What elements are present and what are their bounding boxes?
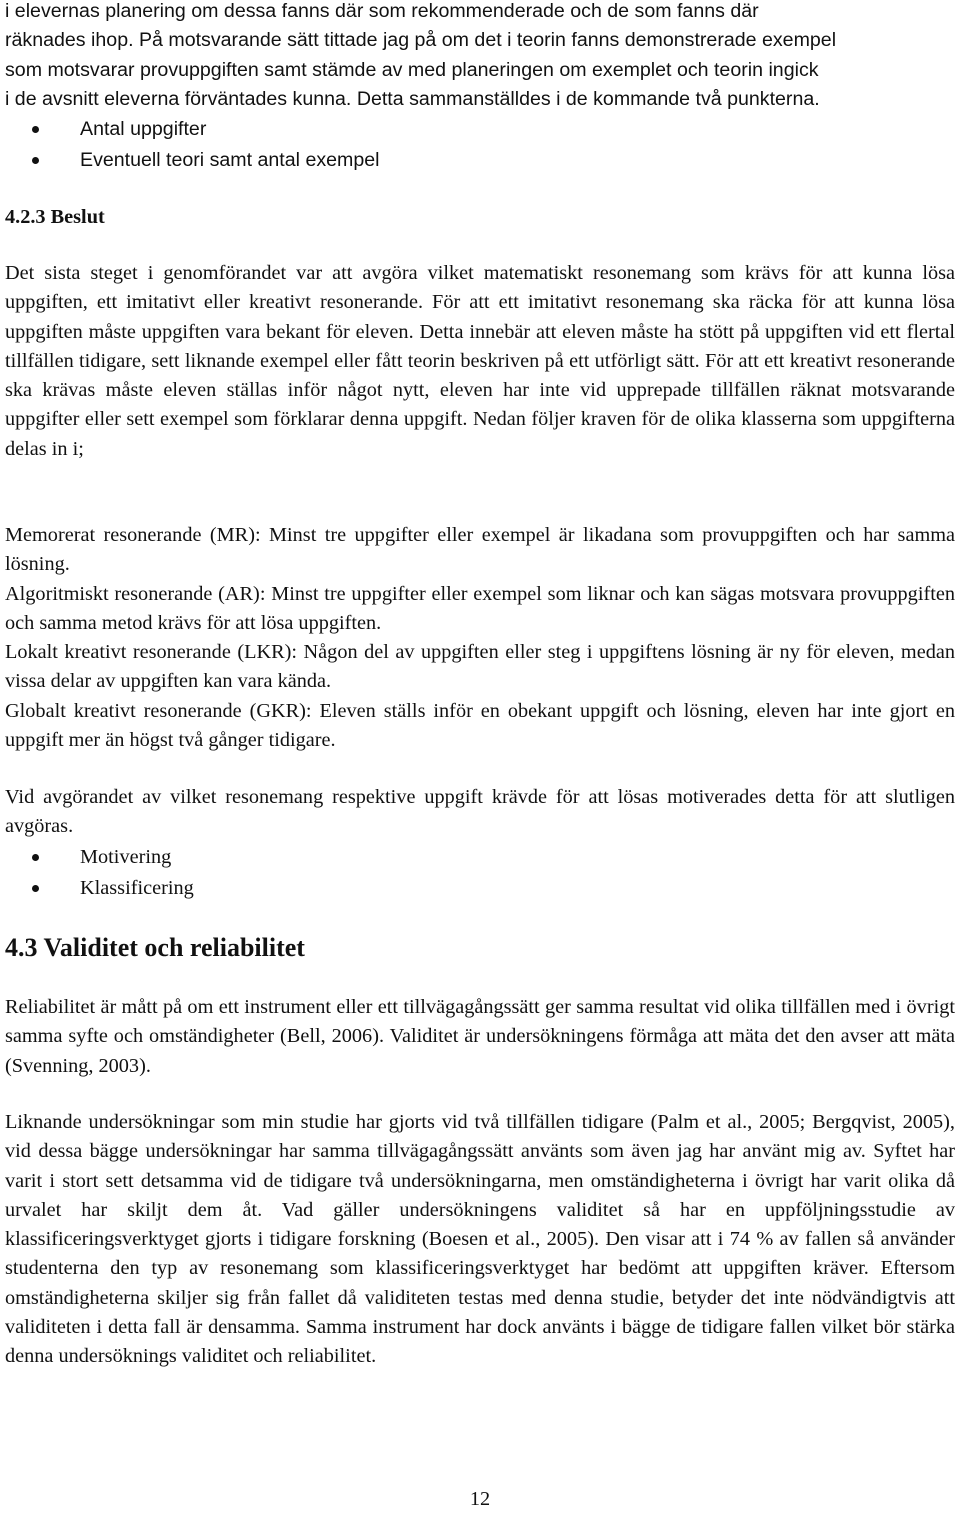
- list-item: Klassificering: [5, 873, 955, 904]
- list-item: Motivering: [5, 842, 955, 873]
- definition-term: Memorerat resonerande: [5, 524, 202, 546]
- beslut-paragraph: Det sista steget i genomförandet var att avgöra vilket matematiskt resonemang som krävs för att kunna lösa uppgiften, ett imitativt eller kreativt resonerande. För att ett imitativt resonemang ska räcka för att kunna lösa uppgiften måste uppgiften vara bekant för eleven. Detta innebär att eleven måste ha stött på uppgiften vid ett flertal tillfällen tidigare, sett liknande exempel eller fått teorin beskriven på ett utförligt sätt. För att ett kreativt resonerande ska krävas måste eleven ställas inför något nytt, eleven har inte vid upprepade tillfällen räknat motsvarande uppgifter eller sett exempel som förklarar denna uppgift. Nedan följer kraven för de olika klasserna som uppgifterna delas in i;: [5, 262, 955, 460]
- bullet-list-criteria: [5, 114, 955, 175]
- definition-lkr: Lokalt kreativt resonerande (LKR): Någon del av uppgiften eller steg i uppgiftens lösning är ny för eleven, medan vissa delar av uppgiften kan vara kända.: [5, 641, 955, 693]
- bullet-icon: [32, 854, 39, 861]
- definition-gkr: Globalt kreativt resonerande (GKR): Eleven ställs inför en obekant uppgift och lösning, eleven har inte gjort en uppgift mer än högst två gånger tidigare.: [5, 699, 956, 752]
- definition-term: Algoritmiskt resonerande: [5, 582, 213, 605]
- definition-mr: Memorerat resonerande (MR): Minst tre uppgifter eller exempel är likadana som provuppgiften och har samma lösning.: [5, 524, 956, 576]
- definition-term: Globalt kreativt resonerande: [5, 699, 242, 722]
- intro-line-2: räknades ihop. På motsvarande sätt tittade jag på om det i teorin fanns demonstrerade exempel: [5, 29, 837, 52]
- section-heading-beslut: 4.2.3 Beslut: [5, 206, 105, 228]
- intro-paragraph: [5, 0, 955, 114]
- definition-ar: Algoritmiskt resonerande (AR): Minst tre uppgifter eller exempel som liknar och kan sägas motsvara provuppgiften och samma metod krävs för att lösa uppgiften.: [5, 582, 955, 634]
- page-number: 12: [469, 1488, 491, 1510]
- validity-paragraph: Liknande undersökningar som min studie har gjorts vid två tillfällen tidigare (Palm et al., 2005; Bergqvist, 2005), vid dessa bägge undersökningar har samma tillvägagångssätt använts som även jag har använt mig av. Syftet har varit i stort sett detsamma vid de tidigare två undersökningarna, men omständigheterna i övrigt har varit olika då urvalet har skiljt dem åt. Vad gäller undersökningens validitet så har en uppföljningsstudie av klassificeringsverktyget gjorts i tidigare forskning (Boesen et al., 2005). Den visar att i 74 % av fallen så använder studenterna den typ av resonemang som klassificeringsverktyget har bedömt att uppgiften kräver. Eftersom omständigheterna skiljer sig från fallet då validiteten testas med denna studie, betyder det inte nödvändigtvis att validiteten i detta fall är densamma. Samma instrument har dock använts i bägge de tidigare fallen vilket bör stärka denna undersöknings validitet och reliabilitet.: [5, 1111, 955, 1368]
- intro-line-4: i de avsnitt eleverna förväntades kunna. Detta sammanställdes i de kommande två punkterna.: [5, 87, 820, 110]
- bullet-icon: [32, 126, 39, 133]
- list-item: Eventuell teori samt antal exempel: [5, 145, 955, 176]
- motivation-paragraph: Vid avgörandet av vilket resonemang respektive uppgift krävde för att lösas motiverades detta för att slutligen avgöras.: [5, 786, 955, 838]
- section-heading-validitet: 4.3 Validitet och reliabilitet: [5, 933, 305, 962]
- definition-term: Lokalt kreativt resonerande: [5, 641, 231, 664]
- intro-line-1: i elevernas planering om dessa fanns där som rekommenderade och de som fanns där: [5, 0, 759, 22]
- list-item: Antal uppgifter: [5, 114, 955, 145]
- intro-line-3: som motsvarar provuppgiften samt stämde av med planeringen om exemplet och teorin ingick: [5, 58, 819, 81]
- reliability-paragraph: Reliabilitet är mått på om ett instrument eller ett tillvägagångssätt ger samma resultat vid olika tillfällen med i övrigt samma syfte och omständigheter (Bell, 2006). Validitet är undersökningens förmåga att mäta det den avser att mäta (Svenning, 2003).: [5, 996, 955, 1077]
- bullet-list-steps: [5, 842, 955, 903]
- bullet-icon: [32, 885, 39, 892]
- bullet-icon: [32, 157, 39, 164]
- definition-list: [5, 521, 955, 755]
